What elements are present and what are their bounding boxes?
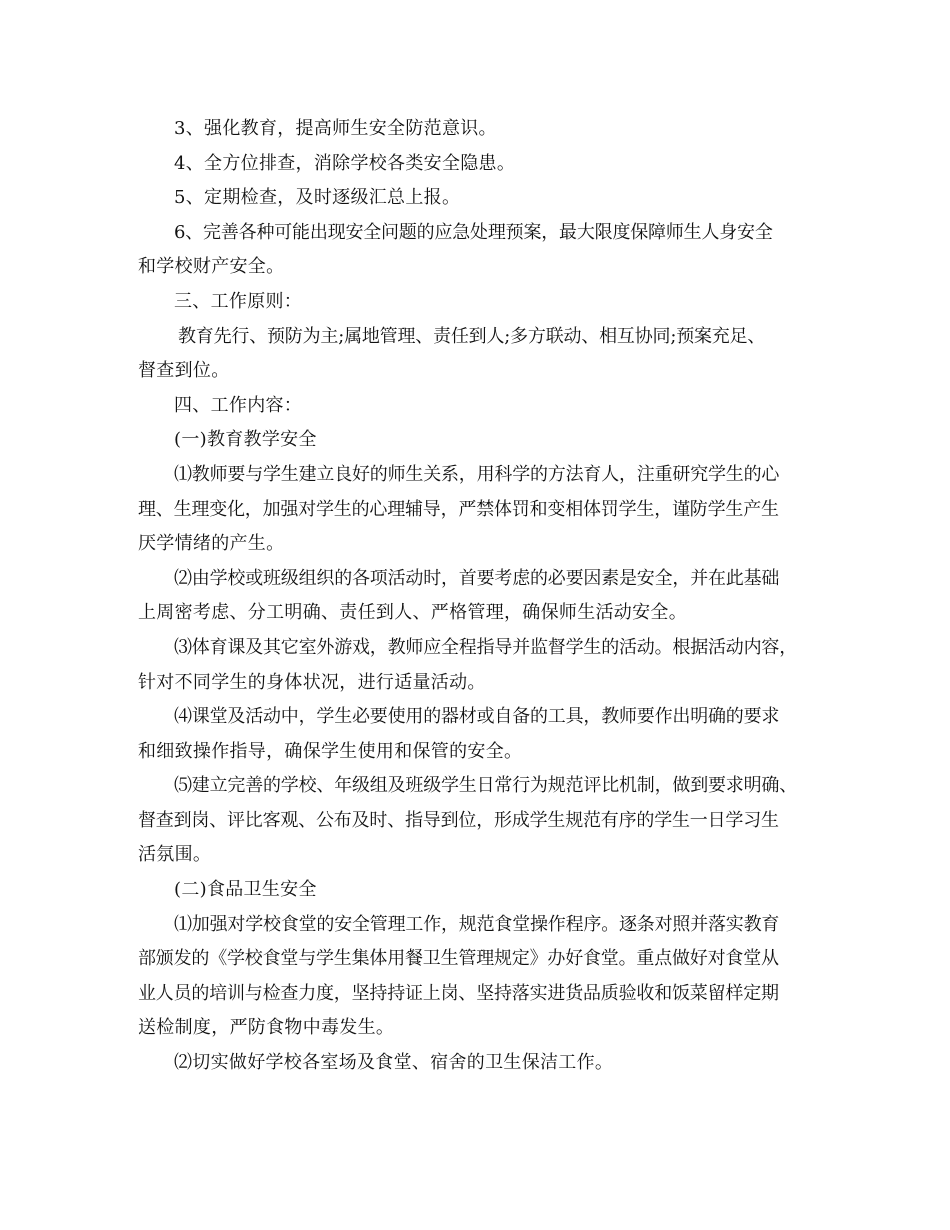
text-line: 教育先行、预防为主;属地管理、责任到人;多方联动、相互协同;预案充足、 bbox=[178, 325, 766, 347]
text-line: ⑵切实做好学校各室场及食堂、宿舍的卫生保洁工作。 bbox=[174, 1052, 614, 1074]
text-line: 针对不同学生的身体状况，进行适量活动。 bbox=[138, 671, 486, 693]
text-line: ⑵由学校或班级组织的各项活动时，首要考虑的必要因素是安全，并在此基础 bbox=[174, 567, 780, 589]
text-line: 5、定期检查，及时逐级汇总上报。 bbox=[174, 187, 461, 209]
text-line: 和学校财产安全。 bbox=[138, 256, 285, 278]
text-line: ⑸建立完善的学校、年级组及班级学生日常行为规范评比机制，做到要求明确、 bbox=[174, 775, 797, 797]
text-line: ⑷课堂及活动中，学生必要使用的器材或自备的工具，教师要作出明确的要求 bbox=[174, 706, 780, 728]
subsection-heading: (二)食品卫生安全 bbox=[174, 879, 317, 901]
text-line: 6、完善各种可能出现安全问题的应急处理预案，最大限度保障师生人身安全 bbox=[174, 221, 773, 243]
text-line: 厌学情绪的产生。 bbox=[138, 533, 285, 555]
subsection-heading: (一)教育教学安全 bbox=[174, 429, 317, 451]
text-line: 活氛围。 bbox=[138, 844, 212, 866]
text-line: 上周密考虑、分工明确、责任到人、严格管理，确保师生活动安全。 bbox=[138, 602, 687, 624]
text-line: 督查到岗、评比客观、公布及时、指导到位，形成学生规范有序的学生一日学习生 bbox=[138, 809, 779, 831]
text-line: ⑴教师要与学生建立良好的师生关系，用科学的方法育人，注重研究学生的心 bbox=[174, 463, 780, 485]
text-line: 送检制度，严防食物中毒发生。 bbox=[138, 1017, 395, 1039]
text-line: 4、全方位排查，消除学校各类安全隐患。 bbox=[174, 152, 516, 174]
text-line: 和细致操作指导，确保学生使用和保管的安全。 bbox=[138, 740, 523, 762]
document-body bbox=[138, 112, 820, 1081]
text-line: 业人员的培训与检查力度，坚持持证上岗、坚持落实进货品质验收和饭菜留样定期 bbox=[138, 982, 779, 1004]
text-line: ⑶体育课及其它室外游戏，教师应全程指导并监督学生的活动。根据活动内容， bbox=[174, 636, 797, 658]
text-line: 理、生理变化，加强对学生的心理辅导，严禁体罚和变相体罚学生，谨防学生产生 bbox=[138, 498, 779, 520]
text-line: 督查到位。 bbox=[138, 360, 230, 382]
text-line: 3、强化教育，提高师生安全防范意识。 bbox=[174, 118, 497, 139]
text-line: ⑴加强对学校食堂的安全管理工作，规范食堂操作程序。逐条对照并落实教育 bbox=[174, 913, 780, 935]
text-line: 部颁发的《学校食堂与学生集体用餐卫生管理规定》办好食堂。重点做好对食堂从 bbox=[138, 948, 779, 970]
section-heading: 三、工作原则： bbox=[174, 290, 303, 312]
section-heading: 四、工作内容： bbox=[174, 394, 303, 416]
